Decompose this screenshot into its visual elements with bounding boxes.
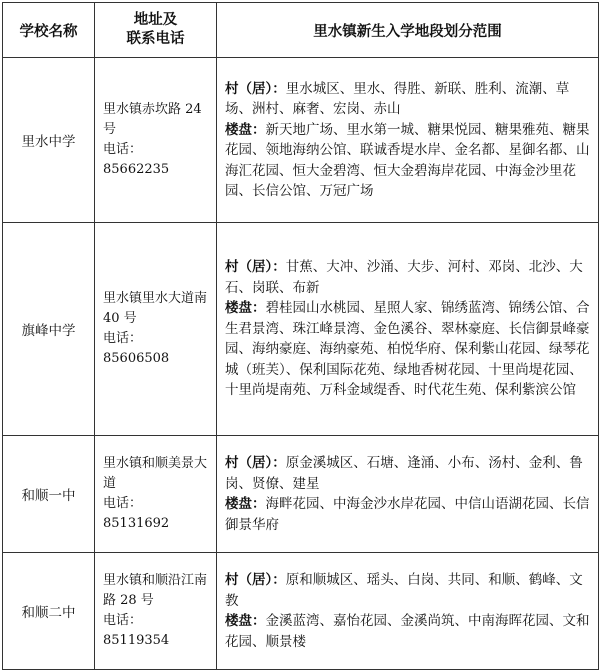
school-name: 里水中学	[3, 58, 95, 223]
village-list	[225, 257, 592, 298]
village-label: 村（居）：	[225, 455, 286, 471]
estate-label: 楼盘：	[225, 300, 266, 317]
school-address: 里水镇里水大道南 40 号	[103, 291, 208, 326]
header-range: 里水镇新生入学地段划分范围	[217, 3, 599, 58]
estate-list	[225, 120, 592, 202]
estate-list	[225, 494, 592, 535]
school-phone: 电话：85662235	[103, 142, 170, 177]
village-list	[225, 79, 592, 120]
estate-text: 碧桂园山水桃园、星照人家、锦绣蓝湾、锦绣公馆、合生君景湾、珠江峰景湾、金色溪谷、翠林豪庭、长信御景峰豪园、海纳豪庭、海纳豪苑、柏悦华府、保利紫山花园、绿琴花城（班芙）、保利国际花苑、绿地香树花园、十里尚堤花园、十里尚堤南苑、万科金域缇香、时代花生苑、保利紫滨公馆	[225, 300, 590, 399]
header-address-line2: 联系电话	[126, 31, 185, 47]
school-phone: 电话：85131692	[103, 496, 170, 531]
estate-text: 金溪蓝湾、嘉怡花园、金溪尚筑、中南海晖花园、文和花园、顺景楼	[225, 613, 590, 650]
school-address-cell	[95, 436, 217, 553]
school-address: 里水镇和顺沿江南路 28 号	[103, 573, 208, 608]
village-label: 村（居）：	[225, 259, 286, 276]
table-row	[3, 223, 599, 436]
school-address-cell	[95, 223, 217, 436]
school-name: 和顺一中	[3, 436, 95, 553]
district-range-cell	[217, 553, 599, 670]
district-range-cell	[217, 223, 599, 436]
estate-label: 楼盘：	[225, 121, 266, 138]
estate-list	[225, 611, 592, 652]
header-address-line1: 地址及	[133, 12, 178, 28]
table-row	[3, 58, 599, 223]
estate-text: 新天地广场、里水第一城、糖果悦园、糖果雅苑、糖果花园、领地海纳公馆、联诚香堤水岸、金名都、星御名都、山海汇花园、恒大金碧湾、恒大金碧海岸花园、中海金沙里花园、长信公馆、万冠广场	[225, 121, 590, 199]
village-list	[225, 453, 592, 494]
school-phone: 电话：85119354	[103, 613, 170, 648]
village-text: 甘蕉、大冲、沙涌、大步、河村、邓岗、北沙、大石、岗联、布新	[225, 259, 583, 296]
village-text: 原和顺城区、瑶头、白岗、共同、和顺、鹤峰、文教	[225, 572, 583, 609]
school-name: 旗峰中学	[3, 223, 95, 436]
estate-label: 楼盘：	[225, 613, 266, 629]
school-address: 里水镇赤坎路 24 号	[103, 102, 202, 137]
school-address: 里水镇和顺美景大道	[103, 456, 208, 491]
village-label: 村（居）：	[225, 572, 286, 588]
village-text: 里水城区、里水、得胜、新联、胜利、流潮、草场、洲村、麻奢、宏岗、赤山	[225, 80, 570, 117]
header-school: 学校名称	[3, 3, 95, 58]
school-address-cell	[95, 553, 217, 670]
header-address	[95, 3, 217, 58]
estate-list	[225, 298, 592, 401]
school-address-cell	[95, 58, 217, 223]
estate-label: 楼盘：	[225, 496, 266, 512]
table-row	[3, 553, 599, 670]
school-phone: 电话：85606508	[103, 331, 170, 366]
table-row	[3, 436, 599, 553]
village-text: 原金溪城区、石塘、逢涌、小布、汤村、金利、鲁岗、贤僚、建星	[225, 455, 583, 492]
header-row	[3, 3, 599, 58]
district-range-cell	[217, 58, 599, 223]
school-district-table	[2, 2, 599, 670]
village-label: 村（居）：	[225, 80, 286, 97]
estate-text: 海畔花园、中海金沙水岸花园、中信山语湖花园、长信御景华府	[225, 496, 590, 533]
village-list	[225, 570, 592, 611]
district-range-cell	[217, 436, 599, 553]
school-name: 和顺二中	[3, 553, 95, 670]
